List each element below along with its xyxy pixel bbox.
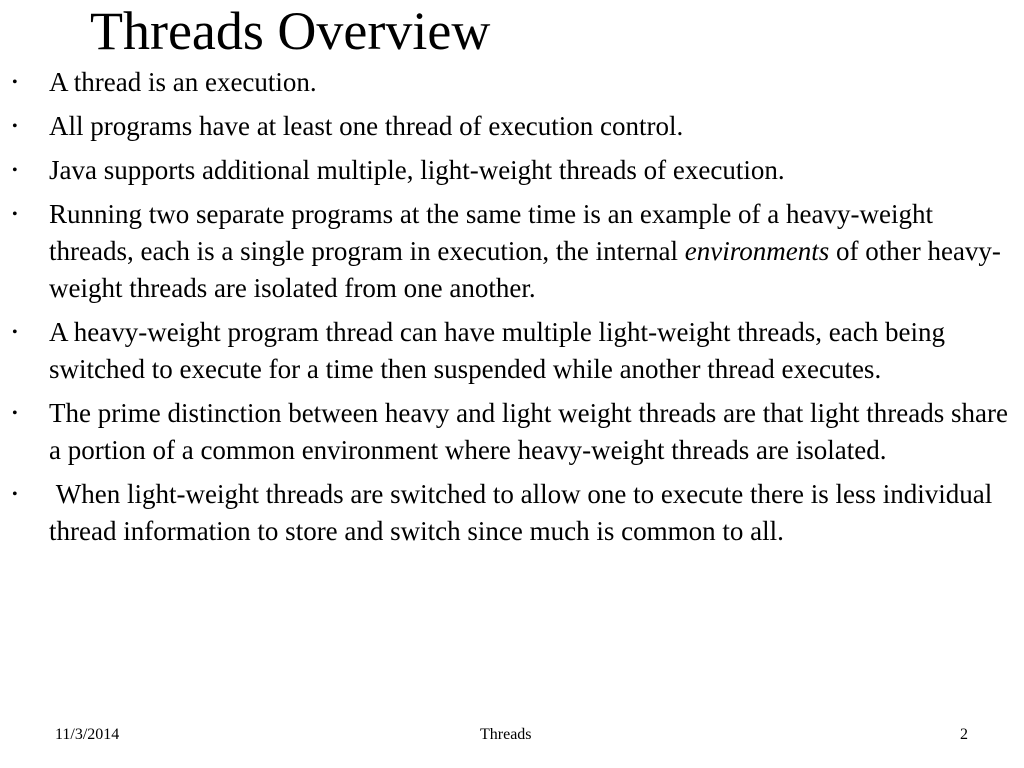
bullet-item (0, 152, 1024, 189)
bullet-icon: • (12, 74, 18, 91)
slide-title: Threads Overview (90, 1, 491, 61)
bullet-item (0, 395, 1024, 469)
bullet-item (0, 64, 1024, 101)
bullet-item (0, 108, 1024, 145)
bullet-text: A thread is an execution. (49, 67, 317, 97)
bullet-emphasis: environments (684, 236, 830, 266)
footer-date: 11/3/2014 (55, 726, 120, 743)
bullet-text: Java supports additional multiple, light-weight threads of execution. (49, 155, 785, 185)
bullet-text: The prime distinction between heavy and light weight threads are that light threads share a portion of a common environment where heavy-weight threads are isolated. (49, 398, 1008, 465)
bullet-item (0, 476, 1024, 550)
bullet-item (0, 196, 1024, 307)
bullet-icon: • (12, 162, 18, 179)
bullet-list (0, 64, 1024, 557)
bullet-item (0, 314, 1024, 388)
bullet-icon: • (12, 486, 18, 503)
bullet-text: A heavy-weight program thread can have multiple light-weight threads, each being switched to execute for a time then suspended while another thread executes. (49, 317, 945, 384)
bullet-text: All programs have at least one thread of execution control. (49, 111, 684, 141)
bullet-icon: • (12, 405, 18, 422)
footer-title: Threads (480, 726, 532, 743)
bullet-icon: • (12, 118, 18, 135)
bullet-text: When light-weight threads are switched to allow one to execute there is less individual thread information to store and switch since much is common to all. (49, 479, 999, 546)
bullet-text-part: of other heavy-weight threads are isolated from one another. (49, 236, 1001, 303)
bullet-icon: • (12, 206, 18, 223)
page-number: 2 (960, 726, 968, 743)
bullet-text-part: Running two separate programs at the same time is an example of a heavy-weight threads, each is a single program in execution, the internal (49, 199, 933, 266)
bullet-icon: • (12, 324, 18, 341)
